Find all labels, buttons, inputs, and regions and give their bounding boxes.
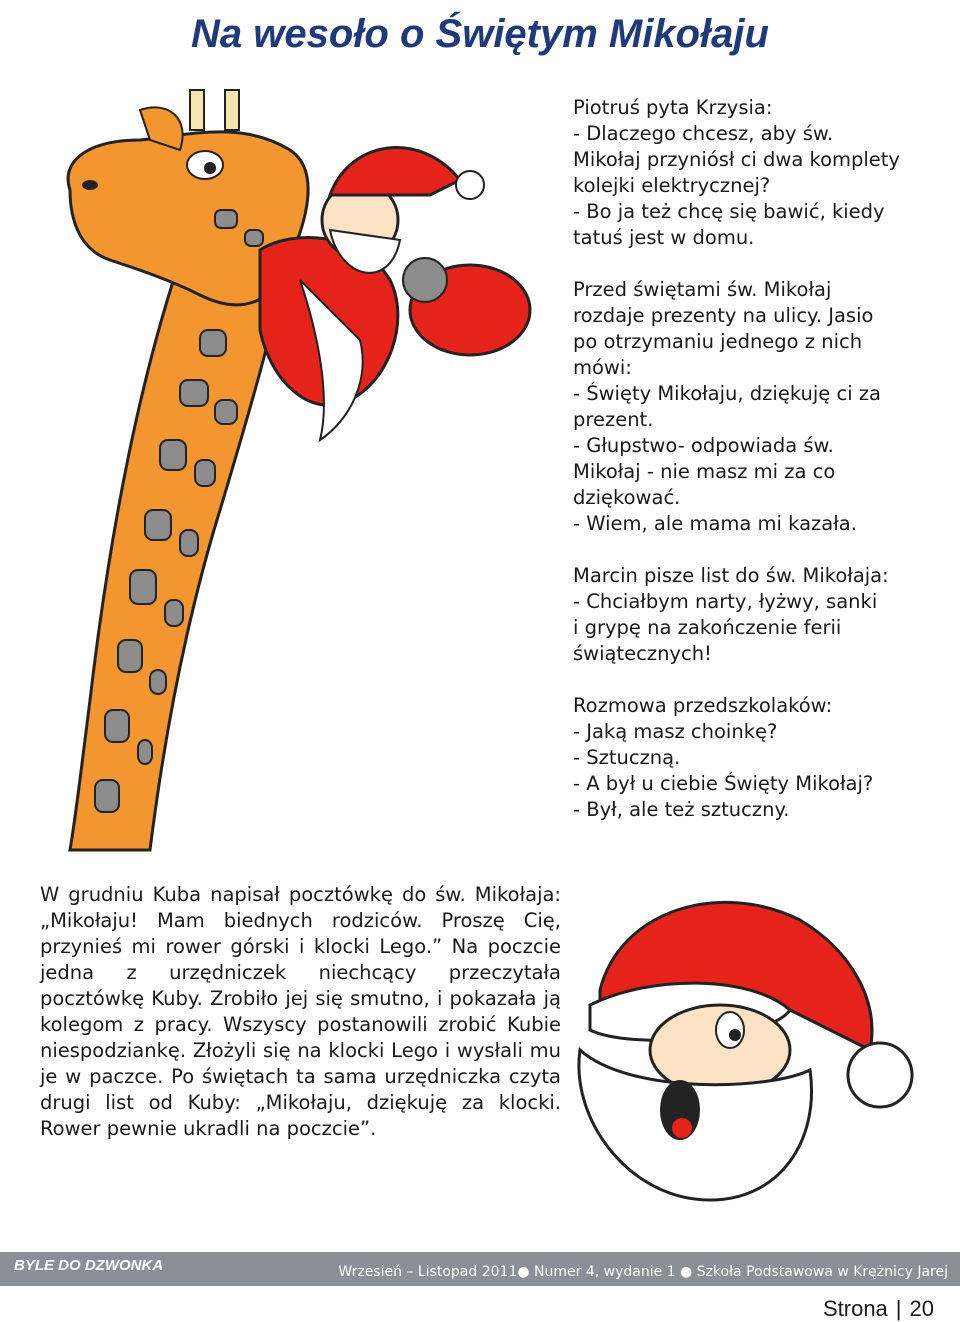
santa-mitten xyxy=(403,258,447,302)
page-number-value: 20 xyxy=(909,1296,934,1321)
joke-line: dziękować. xyxy=(573,486,681,509)
joke-line: - Dlaczego chcesz, aby św. xyxy=(573,122,834,145)
santa-head-illustration xyxy=(570,880,930,1210)
joke-line: Mikołaj - nie masz mi za co xyxy=(573,460,836,483)
joke-line: - Święty Mikołaju, dziękuję ci za xyxy=(573,382,882,405)
joke-line: Marcin pisze list do św. Mikołaja: xyxy=(573,564,889,587)
joke-line: mówi: xyxy=(573,356,632,379)
joke-line: Przed świętami św. Mikołaj xyxy=(573,278,832,301)
giraffe-horn-right xyxy=(225,90,239,130)
joke-line: - Wiem, ale mama mi kazała. xyxy=(573,512,857,535)
story-paragraph: W grudniu Kuba napisał pocztówkę do św. Mikołaja: „Mikołaju! Mam biednych rodziców. Proszę Cię, przynieś mi rower górski i klocki Lego.” Na poczcie jedna z urzędniczek niechcący przeczytała pocztówkę Kuby. Zrobiło jej się smutno, i pokazała ją kolegom z pracy. Wszyscy postanowili zrobić Kubie niespodziankę. Złożyli się na klocki Lego i wysłali mu je w paczce. Po świętach ta sama urzędniczka czyta drugi list od Kuby: „Mikołaju, dziękuję za klocki. Rower pewnie ukradli na poczcie”. xyxy=(40,883,561,1140)
page-label: Strona xyxy=(822,1296,888,1321)
magazine-name: BYLE DO DZWONKA xyxy=(14,1257,164,1274)
joke-line: Mikołaj przyniósł ci dwa komplety xyxy=(573,148,900,171)
joke-line: po otrzymaniu jednego z nich xyxy=(573,330,863,353)
joke-line: - Jaką masz choinkę? xyxy=(573,720,778,743)
joke-line: - Bo ja też chcę się bawić, kiedy xyxy=(573,200,885,223)
joke-line: i grypę na zakończenie ferii xyxy=(573,616,842,639)
joke-line: - Chciałbym narty, łyżwy, sanki xyxy=(573,590,878,613)
joke-line: prezent. xyxy=(573,408,654,431)
joke-2 xyxy=(573,277,933,537)
joke-line: - Był, ale też sztuczny. xyxy=(573,798,790,821)
giraffe-horn-left xyxy=(190,90,204,130)
santa-pompom xyxy=(848,1043,912,1107)
giraffe-santa-illustration xyxy=(30,80,550,860)
page-number xyxy=(823,1296,934,1322)
footer-bar xyxy=(0,1252,960,1286)
joke-line: rozdaje prezenty na ulicy. Jasio xyxy=(573,304,874,327)
joke-line: - Głupstwo- odpowiada św. xyxy=(573,434,834,457)
joke-line: - A był u ciebie Święty Mikołaj? xyxy=(573,772,874,795)
santa-eye xyxy=(716,1012,744,1048)
jokes-column xyxy=(573,95,933,849)
joke-1 xyxy=(573,95,933,251)
giraffe-neck xyxy=(70,260,280,850)
joke-line: świątecznych! xyxy=(573,642,712,665)
santa-hat xyxy=(330,148,460,195)
joke-line: Rozmowa przedszkolaków: xyxy=(573,694,833,717)
page-title: Na wesoło o Świętym Mikołaju xyxy=(191,12,769,56)
joke-line: kolejki elektrycznej? xyxy=(573,174,771,197)
joke-4 xyxy=(573,693,933,823)
joke-3 xyxy=(573,563,933,667)
joke-line: - Sztuczną. xyxy=(573,746,681,769)
joke-line: tatuś jest w domu. xyxy=(573,226,755,249)
page-separator: | xyxy=(895,1296,902,1321)
issue-info: Wrzesień – Listopad 2011● Numer 4, wydanie 1 ● Szkoła Podstawowa w Krężnicy Jarej xyxy=(338,1264,948,1280)
joke-line: Piotruś pyta Krzysia: xyxy=(573,96,773,119)
